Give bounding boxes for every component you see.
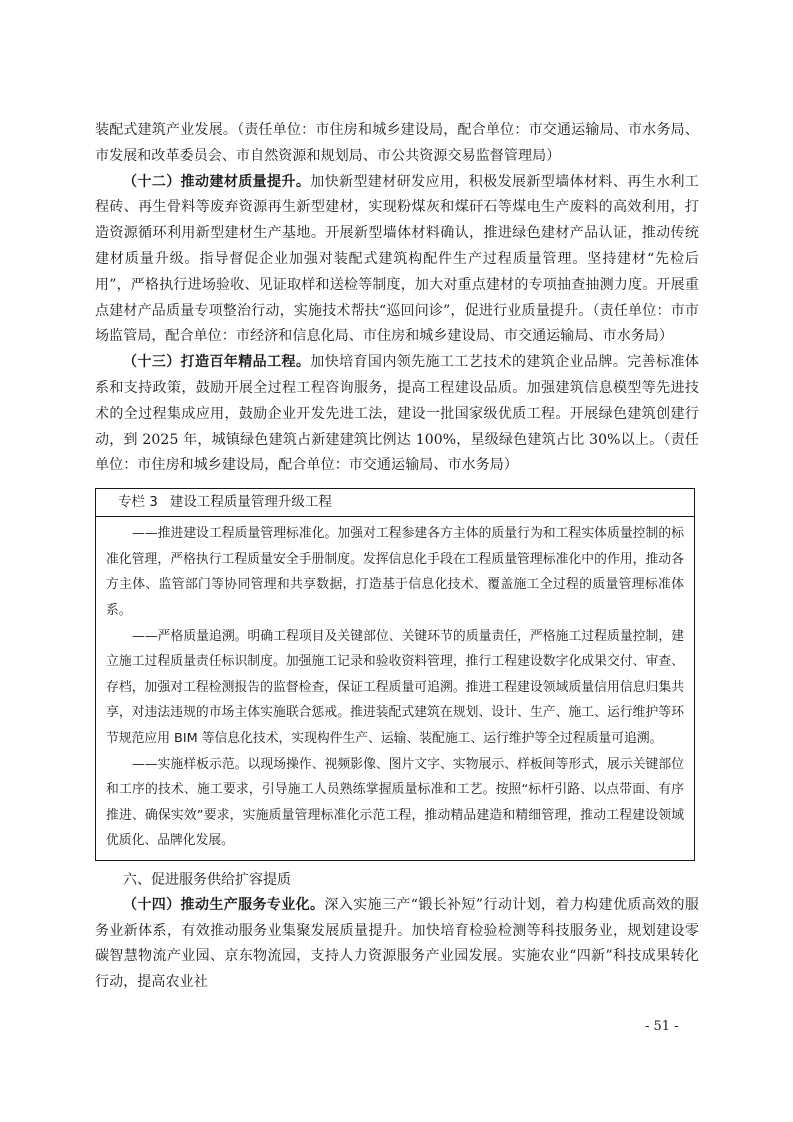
paragraph-text: 装配式建筑产业发展。（责任单位：市住房和城乡建设局，配合单位：市交通运输局、市水务局、市发展和改革委员会、市自然资源和规划局、市公共资源交易监督管理局） <box>95 122 699 164</box>
paragraph-item-13 <box>95 350 699 479</box>
paragraph-lead: （十三）打造百年精品工程。 <box>123 354 311 371</box>
paragraph-lead: （十四）推动生产服务专业化。 <box>123 896 325 913</box>
paragraph-item-12 <box>95 170 699 351</box>
paragraph-lead: （十二）推动建材质量提升。 <box>123 173 311 190</box>
document-page <box>95 118 699 996</box>
column-box <box>95 488 695 861</box>
paragraph-text: 加快培育国内领先施工工艺技术的建筑企业品牌。完善标准体系和支持政策，鼓励开展全过程工程咨询服务，提高工程建设品质。加强建筑信息模型等先进技术的全过程集成应用，鼓励企业开发先进工法，建设一批国家级优质工程。开展绿色建筑创建行动，到 2025 年，城镇绿色建筑占新建建筑比例达 100%，星级绿色建筑占比 30%以上。（责任单位：市住房和城乡建设局，配合单位：市交通运输局、市水务局） <box>95 354 699 474</box>
paragraph-text: 深入实施三产“锻长补短”行动计划，着力构建优质高效的服务业新体系，有效推动服务业集聚发展质量提升。加快培育检验检测等科技服务业，规划建设零碳智慧物流产业园、京东物流园，支持人力资源服务产业园发展。实施农业“四新”科技成果转化行动，提高农业社 <box>95 896 699 991</box>
column-box-heading: 建设工程质量管理升级工程 <box>169 494 332 511</box>
column-box-paragraph: ——推进建设工程质量管理标准化。加强对工程参建各方主体的质量行为和工程实体质量控制的标准化管理，严格执行工程质量安全手册制度。发挥信息化手段在工程质量管理标准化中的作用，推动各方主体、监管部门等协同管理和共享数据，打造基于信息化技术、覆盖施工全过程的质量管理标准体系。 <box>106 526 684 618</box>
section-heading: 六、促进服务供给扩容提质 <box>123 871 291 888</box>
paragraph-text: 加快新型建材研发应用，积极发展新型墙体材料、再生水利工程砖、再生骨料等废弃资源再生新型建材，实现粉煤灰和煤矸石等煤电生产废料的高效利用，打造资源循环利用新型建材生产基地。开展新型墙体材料确认，推进绿色建材产品认证，推动传统建材质量升级。指导督促企业加强对装配式建筑构配件生产过程质量管理。坚持建材“先检后用”，严格执行进场验收、见证取样和送检等制度，加大对重点建材的专项抽查抽测力度。开展重点建材产品质量专项整治行动，实施技术帮扶“巡回问诊”，促进行业质量提升。（责任单位：市市场监管局，配合单位：市经济和信息化局、市住房和城乡建设局、市交通运输局、市水务局） <box>95 173 699 345</box>
column-box-title <box>96 489 694 517</box>
page-number: - 51 - <box>645 1019 679 1034</box>
column-box-body <box>96 517 694 860</box>
paragraph-continuation <box>95 118 699 170</box>
column-box-paragraph: ——严格质量追溯。明确工程项目及关键部位、关键环节的质量责任，严格施工过程质量控制，建立施工过程质量责任标识制度。加强施工记录和验收资料管理，推行工程建设数字化成果交付、审查、存档，加强对工程检测报告的监督检查，保证工程质量可追溯。推进工程建设领域质量信用信息归集共享，对违法违规的市场主体实施联合惩戒。推进装配式建筑在规划、设计、生产、施工、运行维护等环节规范应用 BIM 等信息化技术，实现构件生产、运输、装配施工、运行维护等全过程质量可追溯。 <box>106 628 684 746</box>
column-box-paragraph: ——实施样板示范。以现场操作、视频影像、图片文字、实物展示、样板间等形式，展示关键部位和工序的技术、施工要求，引导施工人员熟练掌握质量标准和工艺。按照“标杆引路、以点带面、有序推进、确保实效”要求，实施质量管理标准化示范工程，推动精品建造和精细管理，推动工程建设领域优质化、品牌化发展。 <box>106 756 684 849</box>
column-box-label: 专栏 3 <box>118 494 158 511</box>
paragraph-item-14 <box>95 893 699 996</box>
